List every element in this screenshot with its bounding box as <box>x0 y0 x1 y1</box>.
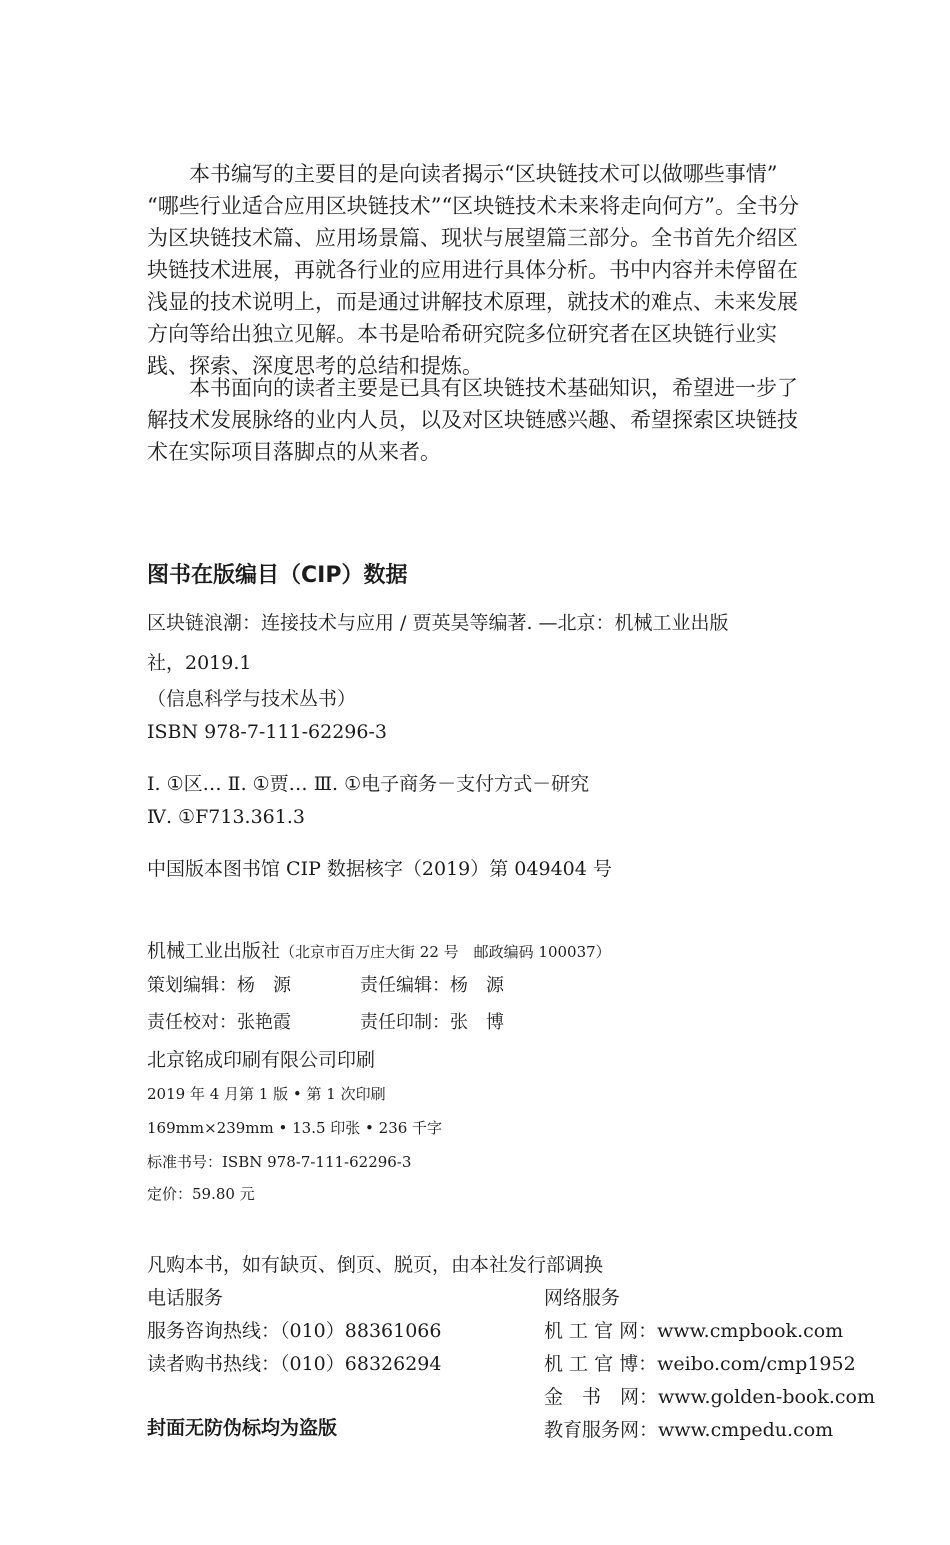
publisher-address: （北京市百万庄大街 22 号 邮政编码 100037） <box>280 943 611 961</box>
web-line: 金 书 网：www.golden-book.com <box>544 1386 876 1408</box>
proofreader: 责任校对：张艳霞 <box>147 1012 291 1033</box>
text-line: 解技术发展脉络的业内人员，以及对区块链感兴趣、希望探索区块链技 <box>147 408 798 432</box>
text-line: 本书编写的主要目的是向读者揭示“区块链技术可以做哪些事情” <box>147 162 778 186</box>
web-line: 机 工 官 博：weibo.com/cmp1952 <box>544 1353 856 1375</box>
cip-record-number: 中国版本图书馆 CIP 数据核字（2019）第 049404 号 <box>147 858 612 880</box>
cip-isbn: ISBN 978-7-111-62296-3 <box>147 721 387 743</box>
cip-title-line-cont: 社，2019.1 <box>147 652 252 674</box>
phone-service-title: 电话服务 <box>147 1287 224 1309</box>
text-line: 术在实际项目落脚点的从来者。 <box>147 440 441 464</box>
text-line: 浅显的技术说明上，而是通过讲解技术原理，就技术的难点、未来发展 <box>147 290 798 314</box>
format: 169mm×239mm • 13.5 印张 • 236 千字 <box>147 1119 443 1137</box>
web-service-title: 网络服务 <box>544 1287 621 1309</box>
printing-supervisor: 责任印制：张 博 <box>360 1012 504 1033</box>
cip-classification-1: Ⅰ. ①区… Ⅱ. ①贾… Ⅲ. ①电子商务－支付方式－研究 <box>147 773 590 795</box>
intro-paragraph-1 <box>147 158 827 382</box>
cip-heading: 图书在版编目（CIP）数据 <box>147 563 408 588</box>
planner: 策划编辑：杨 源 <box>147 975 291 996</box>
replacement-notice: 凡购本书，如有缺页、倒页、脱页，由本社发行部调换 <box>147 1254 604 1276</box>
phone-line: 服务咨询热线：（010）88361066 <box>147 1320 442 1342</box>
text-line: “哪些行业适合应用区块链技术”“区块链技术未来将走向何方”。全书分 <box>147 194 799 218</box>
text-line: 为区块链技术篇、应用场景篇、现状与展望篇三部分。全书首先介绍区 <box>147 226 798 250</box>
standard-number: 标准书号：ISBN 978-7-111-62296-3 <box>147 1153 412 1171</box>
phone-line: 读者购书热线：（010）68326294 <box>147 1353 442 1375</box>
publisher-name: 机械工业出版社 <box>147 940 281 962</box>
cip-series: （信息科学与技术丛书） <box>147 688 357 710</box>
cip-classification-2: Ⅳ. ①F713.361.3 <box>147 806 305 828</box>
web-line: 机 工 官 网：www.cmpbook.com <box>544 1320 844 1342</box>
edition: 2019 年 4 月第 1 版 • 第 1 次印刷 <box>147 1085 386 1103</box>
intro-paragraph-2 <box>147 372 827 468</box>
cip-title-line: 区块链浪潮：连接技术与应用 / 贾英昊等编著. —北京：机械工业出版 <box>147 612 729 634</box>
editor: 责任编辑：杨 源 <box>360 975 504 996</box>
text-line: 块链技术进展，再就各行业的应用进行具体分析。书中内容并未停留在 <box>147 258 798 282</box>
web-line: 教育服务网：www.cmpedu.com <box>544 1419 834 1441</box>
anti-piracy-notice: 封面无防伪标均为盗版 <box>147 1417 338 1439</box>
text-line: 本书面向的读者主要是已具有区块链技术基础知识，希望进一步了 <box>147 376 798 400</box>
text-line: 方向等给出独立见解。本书是哈希研究院多位研究者在区块链行业实 <box>147 322 777 346</box>
text-line: 践、探索、深度思考的总结和提炼。 <box>147 354 483 378</box>
price: 定价：59.80 元 <box>147 1185 255 1203</box>
publisher-line <box>147 936 611 963</box>
printer: 北京铭成印刷有限公司印刷 <box>147 1049 376 1071</box>
